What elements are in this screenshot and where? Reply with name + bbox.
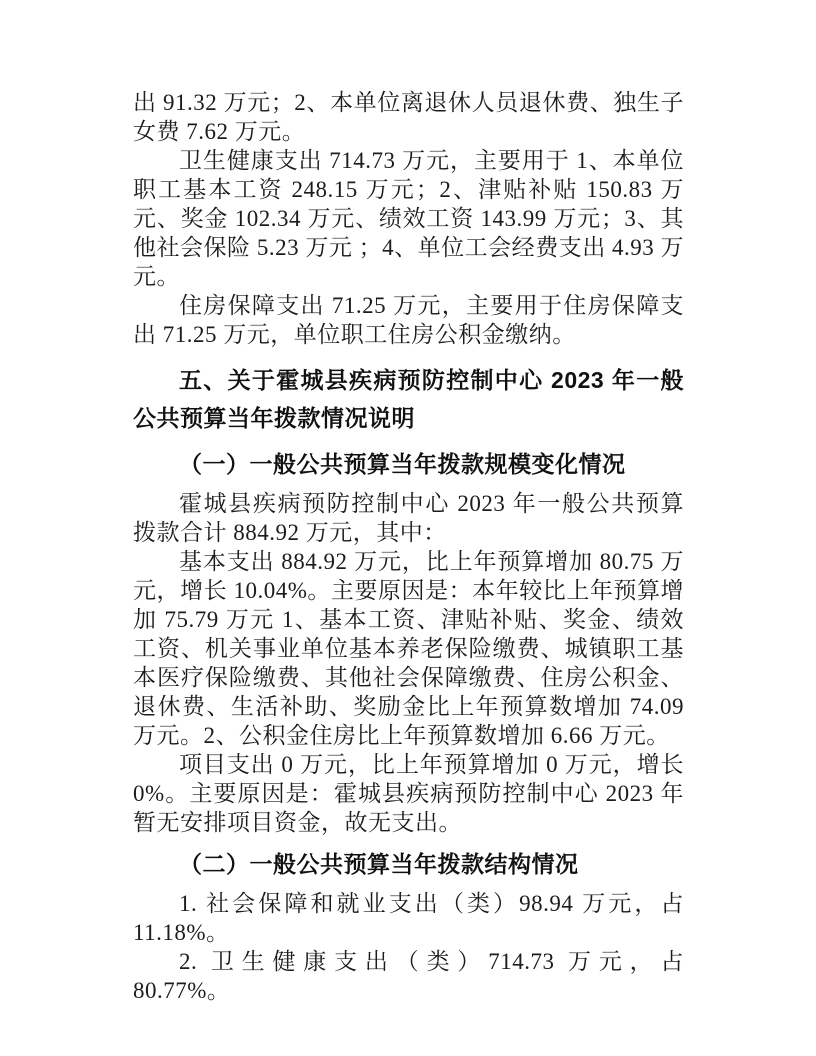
paragraph-health-item: 2. 卫生健康支出（类）714.73 万元，占 80.77%。 <box>133 949 684 1003</box>
heading-subsection-two: （二）一般公共预算当年拨款结构情况 <box>179 851 579 877</box>
heading-subsection-one: （一）一般公共预算当年拨款规模变化情况 <box>179 451 626 477</box>
paragraph-retirement-expense-continued: 出 91.32 万元；2、本单位离退休人员退休费、独生子女费 7.62 万元。 <box>133 90 684 144</box>
paragraph-project-expenditure: 项目支出 0 万元，比上年预算增加 0 万元，增长 0%。主要原因是：霍城县疾病预防控制中心 2023 年暂无安排项目资金，故无支出。 <box>133 752 684 835</box>
paragraph-social-security-item: 1. 社会保障和就业支出（类）98.94 万元，占 11.18%。 <box>133 891 684 945</box>
paragraph-health-expenditure-detail: 卫生健康支出 714.73 万元，主要用于 1、本单位职工基本工资 248.15 万元；2、津贴补贴 150.83 万元、奖金 102.34 万元、绩效工资 143.99 万元；3、其他社会保险 5.23 万元 ；4、单位工会经费支出 4.93 万元。 <box>133 148 684 289</box>
paragraph-housing-security-expenditure: 住房保障支出 71.25 万元，主要用于住房保障支出 71.25 万元，单位职工住房公积金缴纳。 <box>133 293 684 347</box>
paragraph-total-appropriation: 霍城县疾病预防控制中心 2023 年一般公共预算拨款合计 884.92 万元，其中： <box>133 491 684 545</box>
paragraph-basic-expenditure-change: 基本支出 884.92 万元，比上年预算增加 80.75 万元，增长 10.04%。主要原因是：本年较比上年预算增加 75.79 万元 1、基本工资、津贴补贴、奖金、绩效工资、机关事业单位基本养老保险缴费、城镇职工基本医疗保险缴费、其他社会保障缴费、住房公积金、退休费、生活补助、奖励金比上年预算数增加 74.09 万元。2、公积金住房比上年预算数增加 6.66 万元。 <box>133 549 684 748</box>
heading-section-five: 五、关于霍城县疾病预防控制中心 2023 年一般公共预算当年拨款情况说明 <box>133 367 684 431</box>
